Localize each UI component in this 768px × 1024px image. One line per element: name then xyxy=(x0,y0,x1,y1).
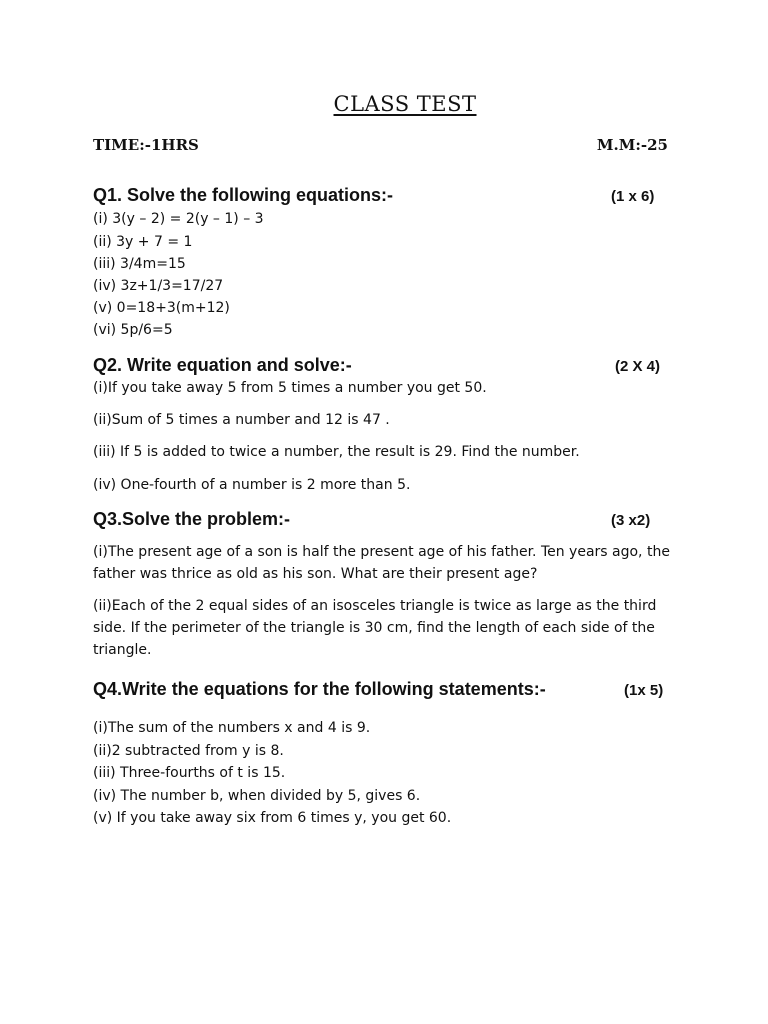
q4-item: (iv) The number b, when divided by 5, gives 6. xyxy=(93,788,421,804)
q1-heading: Q1. Solve the following equations:- xyxy=(93,185,394,205)
q2-heading: Q2. Write equation and solve:- xyxy=(93,355,352,375)
q1-item: (i) 3(y – 2) = 2(y – 1) – 3 xyxy=(93,211,264,227)
q4-heading: Q4.Write the equations for the following statements:- xyxy=(93,679,546,699)
q1-item: (iii) 3/4m=15 xyxy=(93,256,186,272)
q1-item: (ii) 3y + 7 = 1 xyxy=(93,234,193,250)
time-label: TIME:-1HRS xyxy=(93,136,199,154)
q2-item: (iv) One-fourth of a number is 2 more than 5. xyxy=(93,477,411,493)
title-text: CLASS TEST xyxy=(333,92,477,116)
q4-item: (i)The sum of the numbers x and 4 is 9. xyxy=(93,720,371,736)
q1-item: (iv) 3z+1/3=17/27 xyxy=(93,278,224,294)
q1-marks: (1 x 6) xyxy=(611,188,655,205)
max-marks-label: M.M:-25 xyxy=(596,136,668,154)
q2-item: (ii)Sum of 5 times a number and 12 is 47 . xyxy=(93,412,390,428)
q3-marks: (3 x2) xyxy=(611,512,651,529)
page-title xyxy=(0,92,768,116)
q3-item: (ii)Each of the 2 equal sides of an isosceles triangle is twice as large as the third side. If the perimeter of the triangle is 30 cm, find the length of each side of the triangle. xyxy=(93,598,657,658)
q4-item: (iii) Three-fourths of t is 15. xyxy=(93,765,286,781)
q2-marks: (2 X 4) xyxy=(615,358,661,375)
q4-item: (v) If you take away six from 6 times y, you get 60. xyxy=(93,810,452,826)
q3-item: (i)The present age of a son is half the present age of his father. Ten years ago, the father was thrice as old as his son. What are their present age? xyxy=(93,544,670,582)
q4-item: (ii)2 subtracted from y is 8. xyxy=(93,743,284,759)
q3-heading: Q3.Solve the problem:- xyxy=(93,509,291,529)
q4-marks: (1x 5) xyxy=(624,682,664,699)
q1-item: (vi) 5p/6=5 xyxy=(93,322,173,338)
q2-item: (iii) If 5 is added to twice a number, the result is 29. Find the number. xyxy=(93,444,580,460)
q1-item: (v) 0=18+3(m+12) xyxy=(93,300,230,316)
q2-item: (i)If you take away 5 from 5 times a number you get 50. xyxy=(93,380,487,396)
